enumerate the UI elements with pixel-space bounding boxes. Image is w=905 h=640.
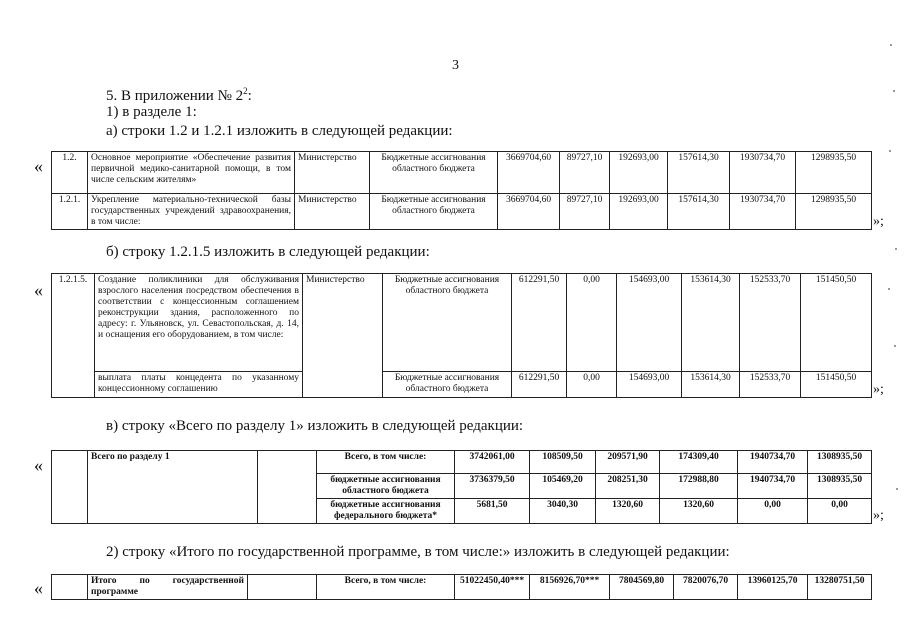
value-cell: 151450,50: [801, 274, 872, 372]
value-cell: 3669704,60: [498, 194, 560, 230]
empty-cell: [52, 575, 88, 600]
subitem-1: 1) в разделе 1:: [106, 104, 197, 120]
row-source: Бюджетные ассигнования областного бюджета: [370, 152, 498, 194]
row-source: Бюджетные ассигнования областного бюджета: [370, 194, 498, 230]
value-cell: 105469,20: [530, 474, 596, 499]
value-cell: 157614,30: [668, 194, 730, 230]
value-cell: 612291,50: [512, 372, 567, 398]
value-cell: 1930734,70: [730, 194, 796, 230]
value-cell: 209571,90: [596, 451, 660, 474]
value-cell: 152533,70: [740, 274, 801, 372]
subitem-a: а) строки 1.2 и 1.2.1 изложить в следующей редакции:: [106, 123, 453, 139]
table-row-1-2-1-5: [51, 273, 872, 398]
row-number: 1.2.1.5.: [52, 274, 95, 398]
row-source: Бюджетные ассигнования областного бюджета: [383, 372, 512, 398]
value-cell: 3736379,50: [455, 474, 530, 499]
value-cell: 154693,00: [617, 372, 682, 398]
scan-speck: [895, 248, 897, 250]
subitem-b: б) строку 1.2.1.5 изложить в следующей редакции:: [106, 244, 430, 260]
value-cell: 172988,80: [660, 474, 738, 499]
row-source: бюджетные ассигнования федерального бюджета*: [317, 499, 455, 524]
row-name: Итого по государственной программе: [88, 575, 248, 600]
row-name: выплата платы концедента по указанному концессионному соглашению: [95, 372, 303, 398]
value-cell: 1940734,70: [738, 451, 808, 474]
empty-cell: [248, 575, 317, 600]
value-cell: 89727,10: [560, 194, 610, 230]
value-cell: 3669704,60: [498, 152, 560, 194]
value-cell: 0,00: [567, 274, 617, 372]
value-cell: 153614,30: [682, 372, 740, 398]
row-name: Укрепление материально-технической базы государственных учреждений здравоохранения, в том числе:: [88, 194, 295, 230]
table-row: [52, 575, 872, 600]
close-quote-2: »;: [873, 382, 884, 397]
row-number: 1.2.: [52, 152, 88, 194]
value-cell: 1320,60: [596, 499, 660, 524]
value-cell: 3040,30: [530, 499, 596, 524]
value-cell: 7804569,80: [610, 575, 674, 600]
value-cell: 13960125,70: [738, 575, 808, 600]
value-cell: 0,00: [738, 499, 808, 524]
value-cell: 5681,50: [455, 499, 530, 524]
row-name: Всего по разделу 1: [88, 451, 258, 524]
scan-speck: [890, 44, 892, 46]
open-quote-1: «: [34, 156, 43, 176]
value-cell: 1320,60: [660, 499, 738, 524]
item-5-text: 5. В приложении № 2: [106, 88, 244, 104]
table-row: [52, 274, 872, 372]
row-executor: Министерство: [295, 152, 370, 194]
table-section-total: [51, 450, 872, 524]
value-cell: 1298935,50: [796, 152, 872, 194]
value-cell: 1940734,70: [738, 474, 808, 499]
value-cell: 3742061,00: [455, 451, 530, 474]
row-number: 1.2.1.: [52, 194, 88, 230]
table-row: [52, 194, 872, 230]
close-quote-1: »;: [873, 214, 884, 229]
empty-cell: [258, 451, 317, 524]
value-cell: 192693,00: [610, 194, 668, 230]
item-5-colon: :: [247, 88, 252, 104]
value-cell: 8156926,70***: [530, 575, 610, 600]
value-cell: 51022450,40***: [455, 575, 530, 600]
value-cell: 1930734,70: [730, 152, 796, 194]
open-quote-2: «: [34, 280, 43, 300]
value-cell: 108509,50: [530, 451, 596, 474]
row-name: Создание поликлиники для обслуживания взрослого населения посредством обеспечения в соответствии с концессионным соглашением реконструкции здания, расположенного по адресу: г. Ульяновск, ул. Севастопольская, д. 14, и оснащения его оборудованием, в том числе:: [95, 274, 303, 372]
value-cell: 13280751,50: [808, 575, 872, 600]
value-cell: 153614,30: [682, 274, 740, 372]
table-program-total: [51, 574, 872, 600]
page-number: 3: [452, 58, 459, 73]
value-cell: 0,00: [567, 372, 617, 398]
item-5-heading: [106, 86, 252, 105]
open-quote-4: «: [34, 578, 43, 598]
value-cell: 1308935,50: [808, 474, 872, 499]
value-cell: 89727,10: [560, 152, 610, 194]
subitem-v: в) строку «Всего по разделу 1» изложить в следующей редакции:: [106, 418, 524, 434]
open-quote-3: «: [34, 455, 43, 475]
table-rows-1-2: [51, 151, 872, 230]
table-row: [52, 372, 872, 398]
row-source: Бюджетные ассигнования областного бюджета: [383, 274, 512, 372]
empty-cell: [52, 451, 88, 524]
row-executor: Министерство: [303, 274, 383, 398]
value-cell: 208251,30: [596, 474, 660, 499]
value-cell: 154693,00: [617, 274, 682, 372]
close-quote-3: »;: [873, 508, 884, 523]
row-source: Всего, в том числе:: [317, 451, 455, 474]
scan-speck: [896, 488, 898, 490]
row-name: Основное мероприятие «Обеспечение развития первичной медико-санитарной помощи, в том числе сельским жителям»: [88, 152, 295, 194]
value-cell: 157614,30: [668, 152, 730, 194]
scan-speck: [893, 90, 895, 92]
row-executor: Министерство: [295, 194, 370, 230]
row-source: Всего, в том числе:: [317, 575, 455, 600]
table-row: [52, 451, 872, 474]
value-cell: 0,00: [808, 499, 872, 524]
subitem-2: 2) строку «Итого по государственной программе, в том числе:» изложить в следующей редакции:: [106, 544, 730, 560]
item-5-superscript: 2: [243, 86, 248, 96]
scan-speck: [889, 150, 891, 152]
value-cell: 7820076,70: [674, 575, 738, 600]
value-cell: 192693,00: [610, 152, 668, 194]
value-cell: 152533,70: [740, 372, 801, 398]
value-cell: 612291,50: [512, 274, 567, 372]
value-cell: 1308935,50: [808, 451, 872, 474]
value-cell: 174309,40: [660, 451, 738, 474]
row-source: бюджетные ассигнования областного бюджета: [317, 474, 455, 499]
table-row: [52, 152, 872, 194]
value-cell: 1298935,50: [796, 194, 872, 230]
scan-speck: [894, 345, 896, 347]
value-cell: 151450,50: [801, 372, 872, 398]
scan-speck: [888, 288, 890, 290]
